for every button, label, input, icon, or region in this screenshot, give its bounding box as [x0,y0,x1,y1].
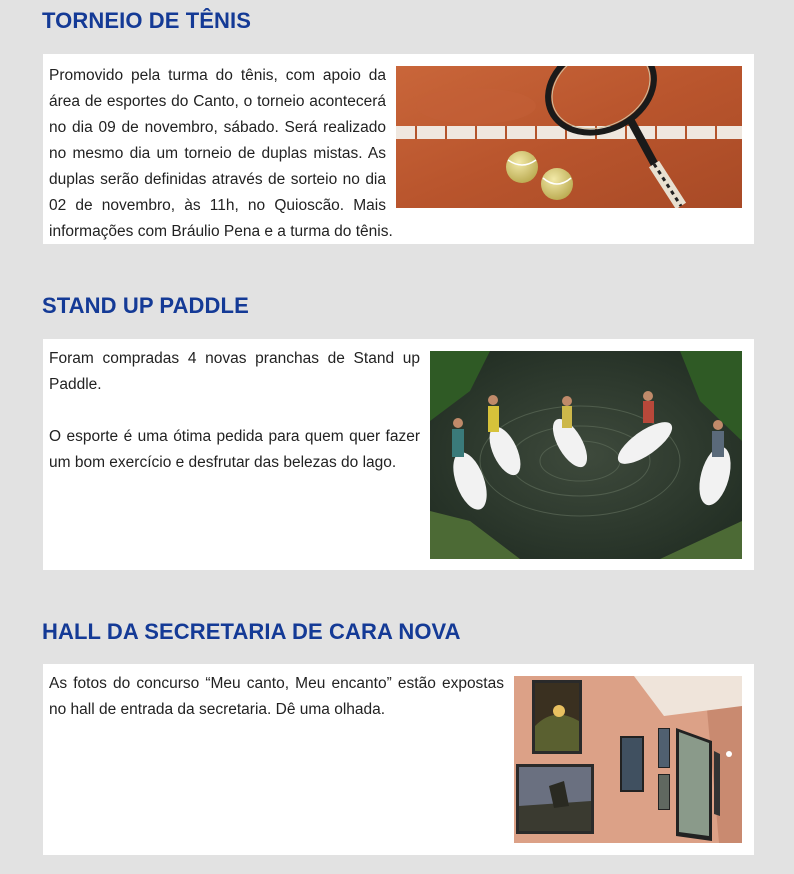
hall-photo [514,676,742,843]
section-title-tennis: TORNEIO DE TÊNIS [42,8,251,33]
paddle-text-1: Foram compradas 4 novas pranchas de Stand up Paddle. [49,350,420,393]
section-title-paddle: STAND UP PADDLE [42,293,249,318]
tennis-text: Promovido pela turma do tênis, com apoio da área de esportes do Canto, o torneio acontecerá no dia 09 de novembro, sábado. Será realizado no mesmo dia um torneio de duplas mistas. As duplas serão definidas através de sorteio no dia 02 de novembro, às 11h, no Quioscão. Mais informações com Bráulio Pena e a turma do tênis. [49,67,393,240]
card-paddle [43,339,754,570]
hall-text: As fotos do concurso “Meu canto, Meu encanto” estão expostas no hall de entrada da secretaria. Dê uma olhada. [49,675,504,718]
paddle-text-2: O esporte é uma ótima pedida para quem quer fazer um bom exercício e desfrutar das belezas do lago. [49,428,420,471]
card-tennis [43,54,754,244]
paddle-photo [430,351,742,559]
section-title-hall: HALL DA SECRETARIA DE CARA NOVA [42,619,461,644]
card-hall [43,664,754,855]
tennis-photo [396,66,742,208]
